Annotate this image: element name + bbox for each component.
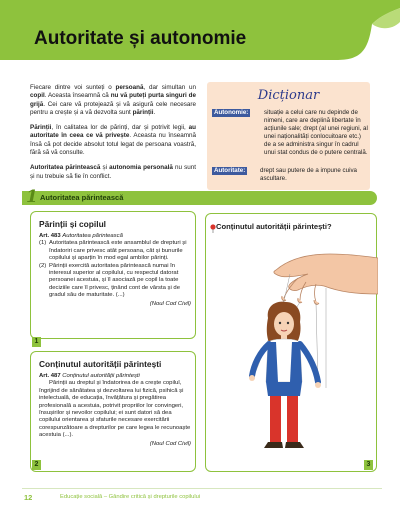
footer-text: Educație socială – Gândire critică și drepturile copilului — [60, 494, 201, 500]
text-run: . — [153, 108, 156, 116]
intro-paragraph-1 — [30, 84, 196, 117]
box-number-tag: 2 — [32, 460, 41, 470]
item-number: (1) — [39, 240, 47, 247]
intro-text — [30, 84, 196, 188]
text-run: persoană — [115, 84, 144, 91]
dictionary-entry-autoritate — [212, 167, 368, 183]
box-title: Părinții și copilul — [39, 219, 107, 229]
text-run: părinții — [132, 108, 154, 116]
item-number: (2) — [39, 262, 47, 269]
section-label: Autoritatea părintească — [40, 193, 124, 202]
box-body — [39, 373, 191, 448]
text-run: și — [100, 164, 110, 172]
article-number: Art. 483 — [39, 233, 61, 239]
item-text: Autoritatea părintească este ansamblul de drepturi și îndatoriri care privesc atât persoana, cât și bunurile copilului și aparțin în mod egal ambilor părinți. — [49, 240, 187, 262]
article-item — [39, 240, 191, 262]
source-citation: (Noul Cod Civil) — [149, 300, 191, 307]
source-box-2 — [30, 351, 196, 472]
intro-paragraph-3 — [30, 164, 196, 181]
article-item — [39, 263, 191, 300]
page-title: Autoritate și autonomie — [34, 28, 247, 49]
text-run: , dar simultan un — [143, 84, 196, 91]
intro-paragraph-2 — [30, 124, 196, 157]
text-run: , în calitatea lor de părinți, dar și potrivit legii, — [51, 124, 189, 132]
text-run: . Aceasta înseamnă că — [44, 92, 111, 100]
article-number: Art. 487 — [39, 373, 61, 379]
dictionary-term: Autonomie: — [214, 109, 249, 116]
dictionary-title: Dicționar — [257, 88, 320, 103]
source-box-1 — [30, 211, 196, 339]
text-run: autonomia personală — [109, 164, 173, 172]
box-title: Conținutul autorității părintești — [39, 359, 162, 369]
text-run: Autoritatea părintească — [30, 164, 101, 172]
dictionary-entry-autonomie — [212, 109, 368, 157]
text-run: copil — [30, 92, 45, 100]
section-number: 1 — [26, 187, 38, 207]
page-number: 12 — [24, 493, 33, 502]
text-run: nu vă puteți purta singuri de grijă — [30, 92, 196, 108]
article-title: Autoritatea părintească — [62, 233, 123, 239]
puppet-girl — [249, 302, 321, 448]
text-run: au autoritate în ceea ce vă privește — [30, 124, 196, 140]
text-run: nu sunt și nu trebuie să fie în conflict. — [30, 164, 196, 180]
item-text: Părinții exercită autoritatea părintească numai în interesul superior al copilului, cu respectul datorat persoanei acestuia, și îl asociază pe copil la toate deciziile care îl privesc, ținând cont de vârsta și de gradul său de maturitate. (...) — [49, 262, 180, 299]
text-run: . Cei care vă protejează și vă asigură cele necesare pentru a crește și a vă dezvolta sunt — [30, 100, 196, 116]
text-run: Părinții — [30, 124, 52, 132]
illustration-box — [205, 213, 377, 472]
box-number-tag: 1 — [32, 337, 41, 347]
box-body — [39, 233, 191, 308]
source-citation: (Noul Cod Civil) — [149, 440, 191, 447]
text-run: Fiecare dintre voi sunteți o — [30, 84, 116, 91]
dictionary-definition: situație a celui care nu depinde de nimeni, care are deplină libertate în acțiunile sale; drept (al unei regiuni, al unei naționalități conlocuitoare etc.) de a se administra singur în cadrul unui stat condus de o putere centrală. — [264, 109, 368, 156]
header-banner — [0, 0, 400, 80]
text-run: . Aceasta nu înseamnă însă că pot decide absolut totul legat de persoana voastră, fără să vă consulte. — [30, 132, 197, 157]
footer-divider — [22, 488, 382, 489]
dictionary-term: Autoritate: — [214, 167, 246, 174]
box-number-tag: 3 — [364, 460, 373, 470]
dictionary-box — [207, 82, 370, 190]
article-title: Conținutul autorității părintești — [62, 373, 140, 379]
box-title: Conținutul autorității părintești? — [216, 222, 332, 231]
article-text: Părinții au dreptul și îndatorirea de a crește copilul, îngrijind de sănătatea și dezvoltarea lui fizică, psihică și intelectuală, de educația, învățătura și pregătirea profesională a acestuia, potrivit propriilor lor convingeri, însușirilor și nevoilor copilului; ei sunt datori să dea copilului orientarea și sfaturile necesare exercitării corespunzătoare a drepturilor pe care legea le recunoaște acestuia (...). — [39, 380, 191, 439]
puppet-illustration — [206, 214, 378, 473]
dictionary-definition: drept sau putere de a impune cuiva ascultare. — [260, 167, 357, 182]
